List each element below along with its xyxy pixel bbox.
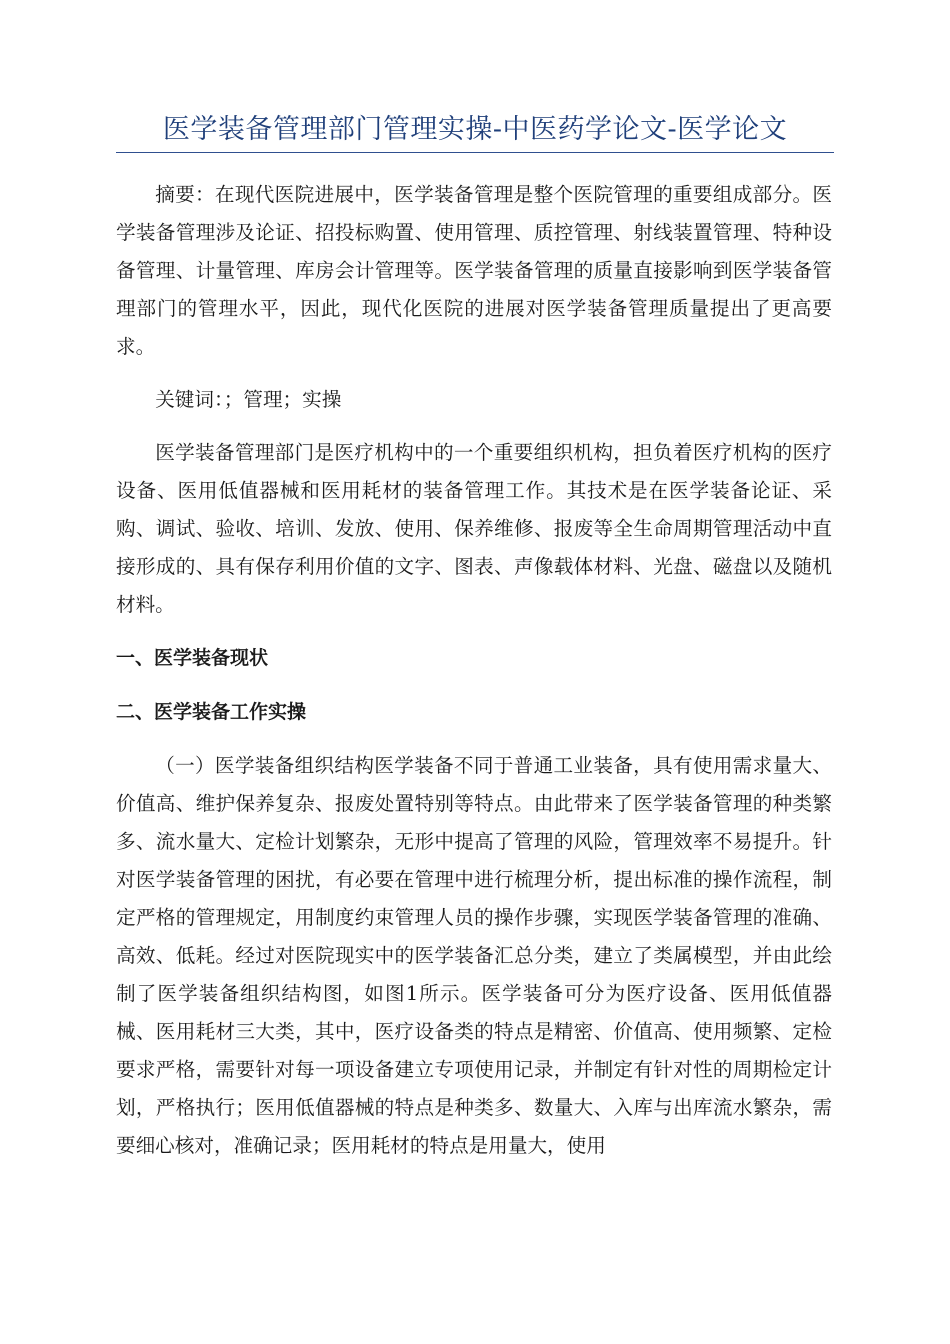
intro-paragraph: 医学装备管理部门是医疗机构中的一个重要组织机构，担负着医疗机构的医疗设备、医用低值器械和医用耗材的装备管理工作。其技术是在医学装备论证、采购、调试、验收、培训、发放、使用、保养维修、报废等全生命周期管理活动中直接形成的、具有保存利用价值的文字、图表、声像载体材料、光盘、磁盘以及随机材料。 — [116, 441, 832, 616]
page-title: 医学装备管理部门管理实操-中医药学论文-医学论文 — [162, 114, 788, 145]
keywords-paragraph: 关键词：；管理；实操 — [155, 388, 342, 411]
section-heading-1: 一、医学装备现状 — [116, 647, 269, 669]
section-heading-2: 二、医学装备工作实操 — [116, 701, 307, 723]
title-block — [116, 112, 834, 153]
abstract-paragraph: 摘要：在现代医院进展中，医学装备管理是整个医院管理的重要组成部分。医学装备管理涉及论证、招投标购置、使用管理、质控管理、射线装置管理、特种设备管理、计量管理、库房会计管理等。医学装备管理的质量直接影响到医学装备管理部门的管理水平，因此，现代化医院的进展对医学装备管理质量提出了更高要求。 — [116, 183, 832, 358]
section2-paragraph-1: （一）医学装备组织结构医学装备不同于普通工业装备，具有使用需求量大、价值高、维护保养复杂、报废处置特别等特点。由此带来了医学装备管理的种类繁多、流水量大、定检计划繁杂，无形中提高了管理的风险，管理效率不易提升。针对医学装备管理的困扰，有必要在管理中进行梳理分析，提出标准的操作流程，制定严格的管理规定，用制度约束管理人员的操作步骤，实现医学装备管理的准确、高效、低耗。经过对医院现实中的医学装备汇总分类，建立了类属模型，并由此绘制了医学装备组织结构图，如图1所示。医学装备可分为医疗设备、医用低值器械、医用耗材三大类，其中，医疗设备类的特点是精密、价值高、使用频繁、定检要求严格，需要针对每一项设备建立专项使用记录，并制定有针对性的周期检定计划，严格执行；医用低值器械的特点是种类多、数量大、入库与出库流水繁杂，需要细心核对，准确记录；医用耗材的特点是用量大，使用 — [116, 754, 832, 1157]
document-body — [116, 176, 832, 1180]
